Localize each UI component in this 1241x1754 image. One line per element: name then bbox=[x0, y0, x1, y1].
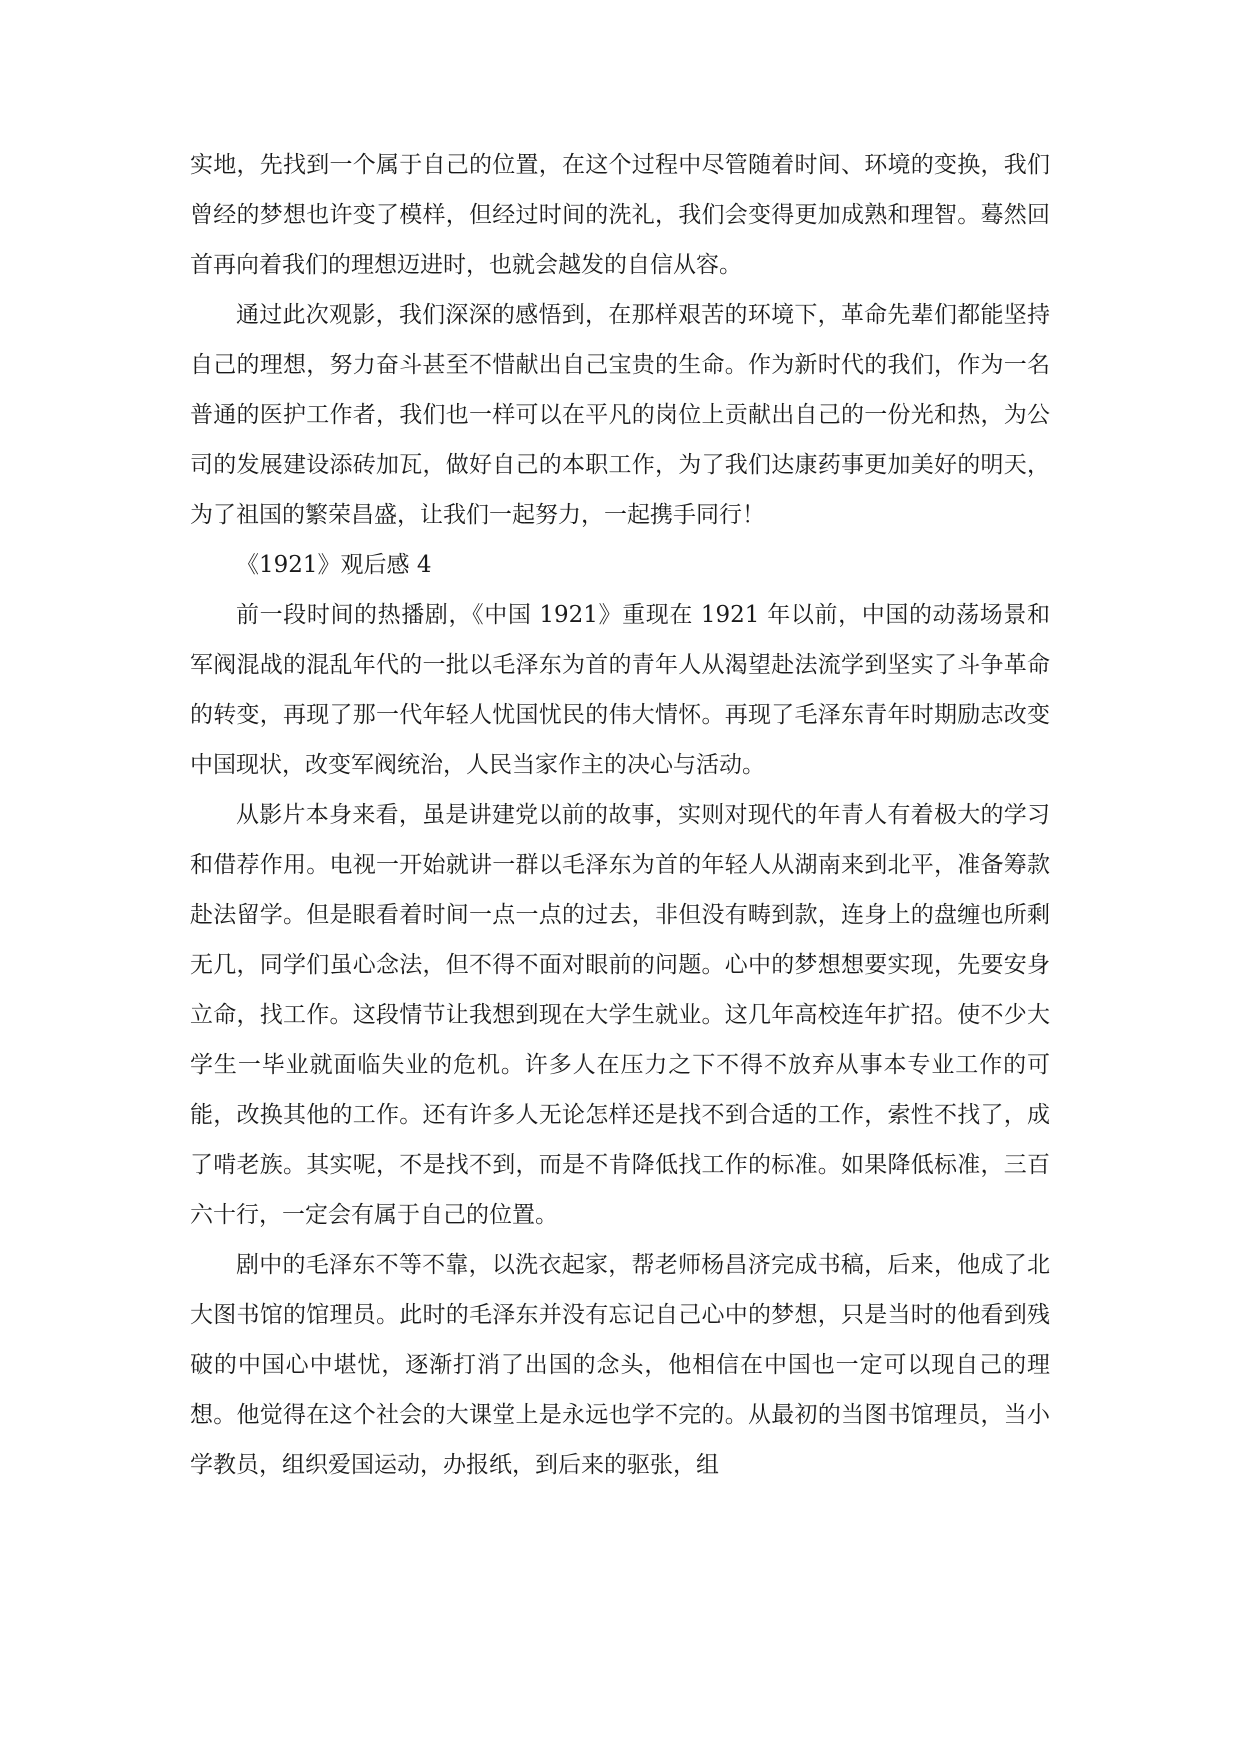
document-body bbox=[190, 140, 1050, 1490]
paragraph: 剧中的毛泽东不等不靠，以洗衣起家，帮老师杨昌济完成书稿，后来，他成了北大图书馆的馆理员。此时的毛泽东并没有忘记自己心中的梦想，只是当时的他看到残破的中国心中堪忧，逐渐打消了出国的念头，他相信在中国也一定可以现自己的理想。他觉得在这个社会的大课堂上是永远也学不完的。从最初的当图书馆理员，当小学教员，组织爱国运动，办报纸，到后来的驱张，组 bbox=[190, 1252, 1050, 1478]
paragraph: 前一段时间的热播剧，《中国 1921》重现在 1921 年以前，中国的动荡场景和军阀混战的混乱年代的一批以毛泽东为首的青年人从渴望赴法流学到坚实了斗争革命的转变，再现了那一代年轻人忧国忧民的伟大情怀。再现了毛泽东青年时期励志改变中国现状，改变军阀统治，人民当家作主的决心与活动。 bbox=[190, 602, 1050, 778]
section-heading: 《1921》观后感 4 bbox=[236, 552, 432, 578]
paragraph: 通过此次观影，我们深深的感悟到，在那样艰苦的环境下，革命先辈们都能坚持自己的理想，努力奋斗甚至不惜献出自己宝贵的生命。作为新时代的我们，作为一名普通的医护工作者，我们也一样可以在平凡的岗位上贡献出自己的一份光和热，为公司的发展建设添砖加瓦，做好自己的本职工作，为了我们达康药事更加美好的明天，为了祖国的繁荣昌盛，让我们一起努力，一起携手同行！ bbox=[190, 302, 1050, 528]
paragraph-continued: 实地，先找到一个属于自己的位置，在这个过程中尽管随着时间、环境的变换，我们曾经的梦想也许变了模样，但经过时间的洗礼，我们会变得更加成熟和理智。蓦然回首再向着我们的理想迈进时，也就会越发的自信从容。 bbox=[190, 152, 1050, 278]
paragraph: 从影片本身来看，虽是讲建党以前的故事，实则对现代的年青人有着极大的学习和借荐作用。电视一开始就讲一群以毛泽东为首的年轻人从湖南来到北平，准备筹款赴法留学。但是眼看着时间一点一点的过去，非但没有畴到款，连身上的盘缠也所剩无几，同学们虽心念法，但不得不面对眼前的问题。心中的梦想想要实现，先要安身立命，找工作。这段情节让我想到现在大学生就业。这几年高校连年扩招。使不少大学生一毕业就面临失业的危机。许多人在压力之下不得不放弃从事本专业工作的可能，改换其他的工作。还有许多人无论怎样还是找不到合适的工作，索性不找了，成了啃老族。其实呢，不是找不到，而是不肯降低找工作的标准。如果降低标准，三百六十行，一定会有属于自己的位置。 bbox=[190, 802, 1050, 1228]
